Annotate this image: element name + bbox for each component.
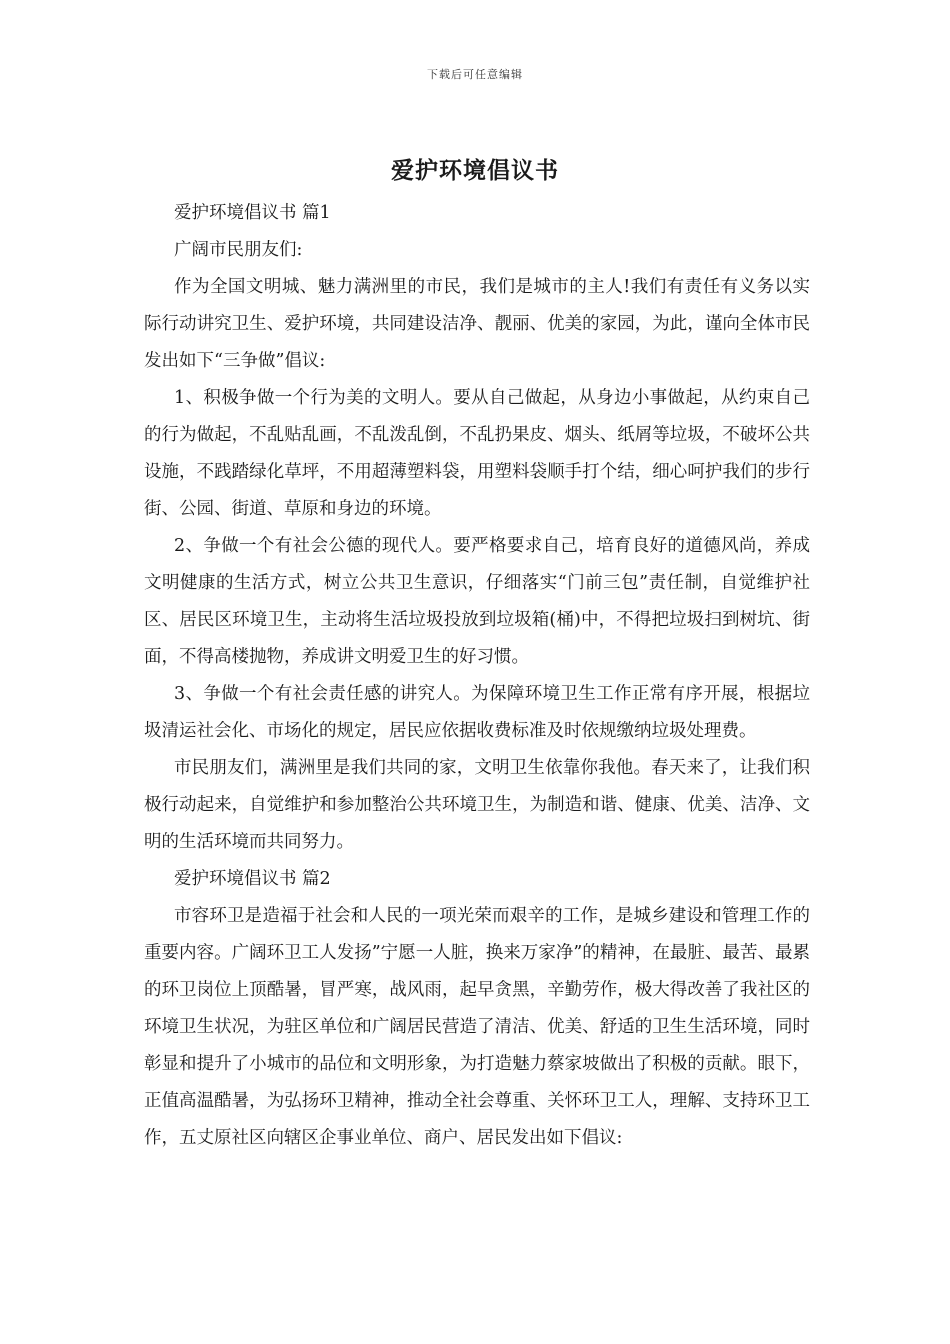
section-heading-2: 爱护环境倡议书 篇2 xyxy=(174,869,331,889)
paragraph-intro: 作为全国文明城、魅力满洲里的市民，我们是城市的主人!我们有责任有义务以实际行动讲究卫生、爱护环境，共同建设洁净、靓丽、优美的家园，为此，谨向全体市民发出如下“三争做”倡议: xyxy=(144,277,810,371)
paragraph-item-1: 1、积极争做一个行为美的文明人。要从自己做起，从身边小事做起，从约束自己的行为做起，不乱贴乱画，不乱泼乱倒，不乱扔果皮、烟头、纸屑等垃圾，不破坏公共设施，不践踏绿化草坪，不用超薄塑料袋，用塑料袋顺手打个结，细心呵护我们的步行街、公园、街道、草原和身边的环境。 xyxy=(144,388,810,519)
paragraph-item-2: 2、争做一个有社会公德的现代人。要严格要求自己，培育良好的道德风尚，养成文明健康的生活方式，树立公共卫生意识，仔细落实“门前三包”责任制，自觉维护社区、居民区环境卫生，主动将生活垃圾投放到垃圾箱(桶)中，不得把垃圾扫到树坑、街面，不得高楼抛物，养成讲文明爱卫生的好习惯。 xyxy=(144,536,810,667)
paragraph-closing: 市民朋友们，满洲里是我们共同的家，文明卫生依靠你我他。春天来了，让我们积极行动起来，自觉维护和参加整治公共环境卫生，为制造和谐、健康、优美、洁净、文明的生活环境而共同努力。 xyxy=(144,758,810,852)
document-title: 爱护环境倡议书 xyxy=(391,157,559,184)
section-heading-1: 爱护环境倡议书 篇1 xyxy=(174,203,331,223)
document-body xyxy=(144,195,810,1157)
salutation: 广阔市民朋友们: xyxy=(174,240,303,260)
paragraph-item-3: 3、争做一个有社会责任感的讲究人。为保障环境卫生工作正常有序开展，根据垃圾清运社会化、市场化的规定，居民应依据收费标准及时依规缴纳垃圾处理费。 xyxy=(144,684,810,741)
paragraph-section-2: 市容环卫是造福于社会和人民的一项光荣而艰辛的工作，是城乡建设和管理工作的重要内容。广阔环卫工人发扬”宁愿一人脏，换来万家净”的精神，在最脏、最苦、最累的环卫岗位上顶酷暑，冒严寒，战风雨，起早贪黑，辛勤劳作，极大得改善了我社区的环境卫生状况，为驻区单位和广阔居民营造了清洁、优美、舒适的卫生生活环境，同时彰显和提升了小城市的品位和文明形象，为打造魅力蔡家坡做出了积极的贡献。眼下，正值高温酷暑，为弘扬环卫精神，推动全社会尊重、关怀环卫工人，理解、支持环卫工作，五丈原社区向辖区企事业单位、商户、居民发出如下倡议: xyxy=(144,906,810,1148)
header-note: 下载后可任意编辑 xyxy=(427,68,523,81)
